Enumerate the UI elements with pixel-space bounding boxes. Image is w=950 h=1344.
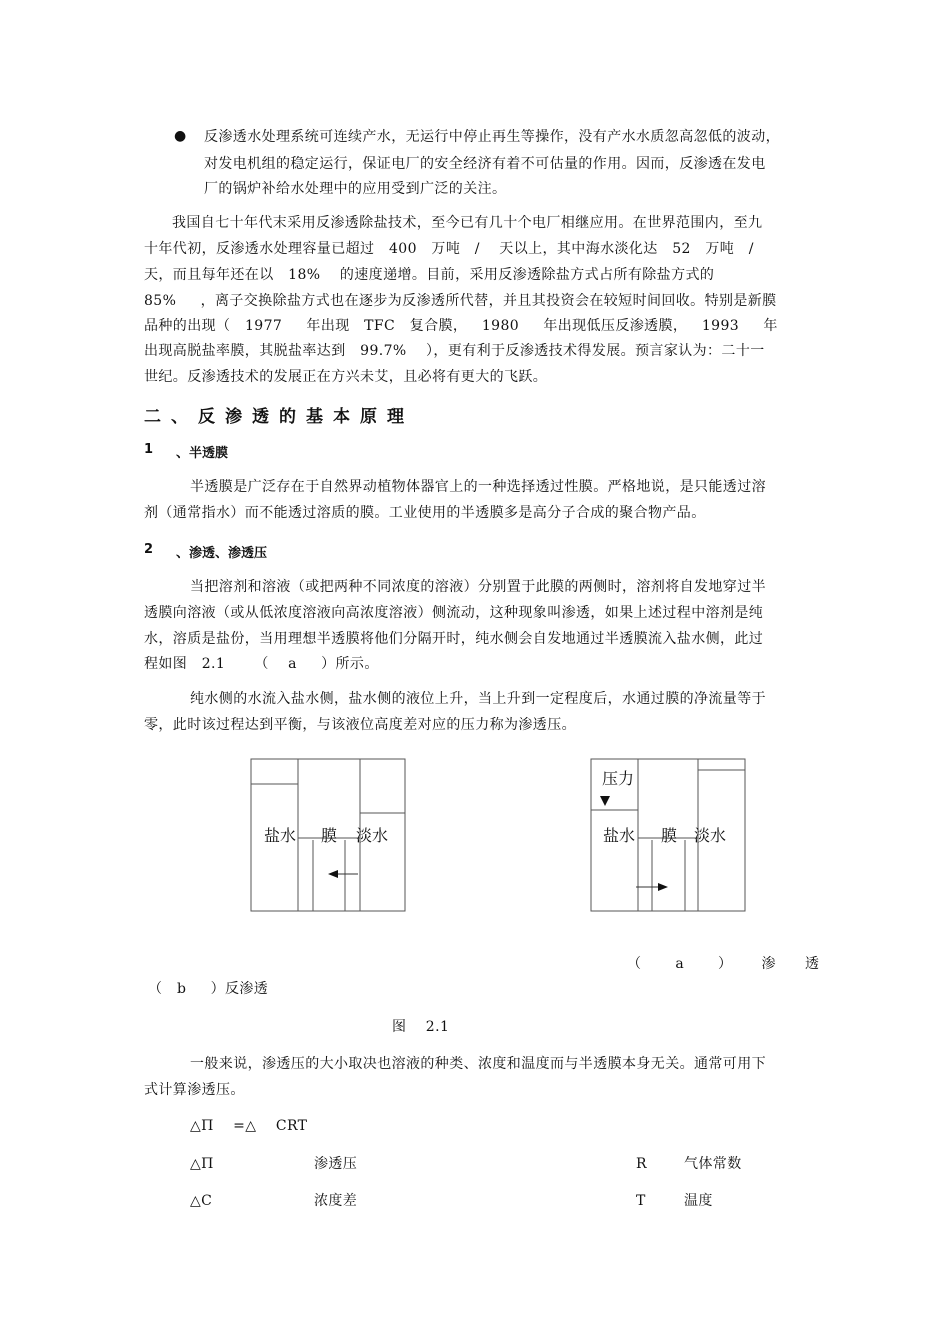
legend-symbol: T: [636, 1193, 646, 1209]
section-heading: 二、反渗透的基本原理: [144, 407, 414, 427]
paragraph-line: 一般来说，渗透压的大小取决也溶液的种类、浓度和温度而与半透膜本身无关。通常可用下: [190, 1056, 766, 1072]
paragraph-line: 半透膜是广泛存在于自然界动植物体器官上的一种选择透过性膜。严格地说，是只能透过溶: [190, 479, 766, 495]
paragraph-line: 世纪。反渗透技术的发展正在方兴未艾，且必将有更大的飞跃。: [144, 369, 548, 385]
legend-meaning: 渗透压: [314, 1156, 358, 1172]
subsection-number: 2: [144, 542, 154, 557]
legend-symbol: R: [636, 1156, 647, 1172]
figure-caption-a: （ a ） 渗 透: [627, 956, 820, 972]
paragraph-line: 品种的出现（ 1977 年出现 TFC 复合膜， 1980 年出现低压反渗透膜， 1993 年: [144, 318, 778, 334]
legend-symbol: △Π: [190, 1156, 214, 1172]
paragraph-line: 程如图 2.1 （ a ）所示。: [144, 656, 379, 672]
figure-a-salt-label: 盐水: [264, 826, 297, 845]
paragraph-line: 零，此时该过程达到平衡，与该液位高度差对应的压力称为渗透压。: [144, 717, 576, 733]
paragraph-line: 天，而且每年还在以 18% 的速度递增。目前，采用反渗透除盐方式占所有除盐方式的: [144, 267, 715, 283]
legend-meaning: 气体常数: [684, 1156, 742, 1172]
figure-a-membrane-label: 膜: [321, 826, 338, 845]
bullet-line: 对发电机组的稳定运行，保证电厂的安全经济有着不可估量的作用。因而，反渗透在发电: [204, 156, 766, 172]
bullet-dot: ●: [174, 128, 187, 144]
figure-b-salt-label: 盐水: [603, 826, 636, 845]
paragraph-line: 出现高脱盐率膜，其脱盐率达到 99.7% ），更有利于反渗透技术得发展。预言家认为：二十一: [144, 343, 765, 359]
legend-symbol: △C: [190, 1193, 213, 1209]
paragraph-line: 剂（通常指水）而不能透过溶质的膜。工业使用的半透膜多是高分子合成的聚合物产品。: [144, 505, 706, 521]
paragraph-line: 水，溶质是盐份，当用理想半透膜将他们分隔开时，纯水侧会自发地通过半透膜流入盐水侧，此过: [144, 631, 764, 647]
subsection-title: 、渗透、渗透压: [176, 546, 268, 561]
figure-b-fresh-label: 淡水: [694, 826, 727, 845]
subsection-number: 1: [144, 442, 154, 457]
figure-b-membrane-label: 膜: [661, 826, 678, 845]
legend-meaning: 温度: [684, 1193, 713, 1209]
figure-caption-b: （ b ）反渗透: [148, 981, 269, 997]
formula: △Π =△ CRT: [190, 1118, 308, 1134]
bullet-line: 反渗透水处理系统可连续产水，无运行中停止再生等操作，没有产水水质忽高忽低的波动，: [204, 129, 780, 145]
legend-meaning: 浓度差: [314, 1193, 358, 1209]
subsection-title: 、半透膜: [176, 446, 229, 461]
paragraph-line: 透膜向溶液（或从低浓度溶液向高浓度溶液）侧流动，这种现象叫渗透，如果上述过程中溶剂是纯: [144, 605, 764, 621]
paragraph-line: 我国自七十年代末采用反渗透除盐技术，至今已有几十个电厂相继应用。在世界范围内，至九: [172, 215, 763, 231]
figure-b-pressure-label: 压力: [602, 769, 635, 788]
paragraph-line: 纯水侧的水流入盐水侧，盐水侧的液位上升，当上升到一定程度后，水通过膜的净流量等于: [190, 691, 766, 707]
paragraph-line: 式计算渗透压。: [144, 1082, 245, 1098]
paragraph-line: 十年代初，反渗透水处理容量已超过 400 万吨 / 天以上，其中海水淡化达 52 万吨 /: [144, 241, 754, 257]
figure-a-fresh-label: 淡水: [356, 826, 389, 845]
paragraph-line: 当把溶剂和溶液（或把两种不同浓度的溶液）分别置于此膜的两侧时，溶剂将自发地穿过半: [190, 579, 766, 595]
figure-title: 图 2.1: [392, 1019, 450, 1035]
paragraph-line: 85% ，离子交换除盐方式也在逐步为反渗透所代替，并且其投资会在较短时间回收。特别是新膜: [144, 293, 777, 309]
bullet-line: 厂的锅炉补给水处理中的应用受到广泛的关注。: [204, 181, 507, 197]
